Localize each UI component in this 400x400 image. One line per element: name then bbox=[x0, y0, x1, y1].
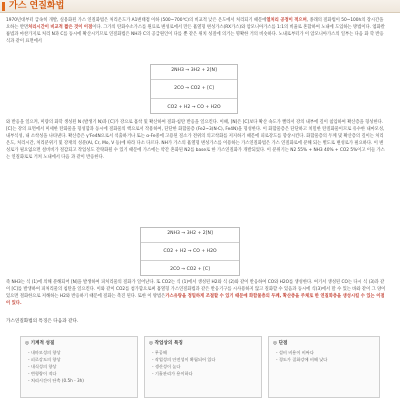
formula-1-1: 2NH3 → 3H2 + 2[N] bbox=[171, 68, 217, 74]
feature-item: - 피로강도의 향상 bbox=[28, 357, 61, 362]
feature-item: - 생산성이 높다 bbox=[152, 364, 181, 369]
formula-divider bbox=[151, 79, 237, 80]
feature-box-operation bbox=[144, 336, 262, 398]
formula-2-2: CO2 + H2 → CO + H2O bbox=[163, 249, 217, 254]
mechanism-paragraph bbox=[6, 120, 386, 161]
feature-item: - 기흘관리가 용이하다 bbox=[152, 371, 193, 376]
section-header bbox=[0, 0, 400, 13]
formula-box-2 bbox=[140, 227, 240, 276]
feature-heading: ◎ 작업상의 특징 bbox=[149, 341, 183, 346]
features-heading: 가스연질화법의 특징은 다음과 같다. bbox=[6, 319, 79, 324]
feature-heading: ◎ 단점 bbox=[273, 341, 288, 346]
title-accent-bar bbox=[2, 2, 5, 11]
formula-divider bbox=[141, 260, 239, 261]
intro-highlight-1: 열처리 공정이 적으며 bbox=[266, 18, 307, 23]
intro-paragraph bbox=[6, 18, 386, 46]
mechanism-text: 와 반응을 일으켜, 미량의 화학 생성된 N (발생기 N)과 [C]가 강으로 흡착 및 확산하여 질화·침탄 반응을 일으킨다. 이때, [N]은 [C]보다 확산 속도가 빨라서 강의 내부에 깊이 침입하여 확산층을 형성한다. [C]는 강의 표면에서 미세한 탄화물을 형성함과 동시에 질화물의 핵으로서 작용하여, 단단한 화합물층 (Fe2~3(N·C), Fe4N)을 형성한다. 이 화합물층은 단단하고 치밀한 탄질화물이므로 유수한 내마모성, 내부식성, 내 소착성을 나타낸다. 확산층은 γ'Fe4N으로서 석출하거나 또는 α-Fe중에 고용된 질소가 전위의 의고착화를 저지하기 때문에 피로강도를 향상시킨다. 화합물층의 두께 및 확산층의 깊이는 처리온도, 처리시간, 처리분위기 및 강재의 성분(Al, Cr, Mo, V 등)에 따라 다소 다르다. NH가 가스의 흡열형 변성가스를 이용하는 가스연질화법은 가스 연질화로에 분해 되는 별도로 변성로가 필요하다. 이 변성로가 필요없으면 설비비가 절감되고 작업성도 간략화될 수 있기 때문에 가스에는 약간 혼화된 N2를 base로 한 가스연질화가 개발되었다. 이 분위기는 N2 55% + NH3 40% + CO2 5%이고 이들 가스는 연질화로로 거쳐 노내에서 다음 과 같이 반응한다. bbox=[6, 120, 385, 160]
formula-2-3: 2CO → CO2 + [C] bbox=[170, 267, 210, 272]
feature-item: - 내식성의 향상 bbox=[28, 364, 57, 369]
formula-1-2: 2CO → CO2 + [C] bbox=[174, 86, 214, 92]
feature-item: - 설비 비용이 비싸다 bbox=[276, 350, 314, 355]
formula-divider bbox=[151, 98, 237, 99]
intro-text-a: 1970년대부터 급속히 개발, 실용화된 가스 연질화법은 처리온도가 A1변태점 이하 (500~700℃)의 비교적 낮은 온도에서 처리되기 때문에 bbox=[6, 18, 267, 23]
formula-divider bbox=[141, 242, 239, 243]
formula-1-3: CO2 + H2 → CO + H2O bbox=[167, 104, 221, 110]
page-title: 가스 연질화법 bbox=[9, 1, 65, 11]
feature-box-mechanical bbox=[20, 336, 138, 398]
feature-item: - 경도가 질화강에 비해 낮다 bbox=[276, 357, 328, 362]
feature-item: - 작업성의 안전성이 확립되어 있다 bbox=[152, 357, 216, 362]
feature-item: - 무공해 bbox=[152, 350, 167, 355]
feature-item: - 변형량이 적다 bbox=[28, 371, 57, 376]
features-panel bbox=[20, 336, 380, 398]
reaction-highlight: 가스유량을 정밀하게 조절할 수 있기 때문에 화합물층의 두께, 확산층을 주체로 한 연질화층을 생성시킬 수 있는 이점이 있다. bbox=[6, 293, 385, 306]
reaction-text: 즉 NH3는 식 (1)에 의해 분해되어 [N]을 발생하여 피처리물의 질화가 일어난다. 또 CO2는 식 (1)에서 생성된 H2와 식 (2)와 같이 반응하여 CO와 H2O를 생성한다. 여기서 생성된 CO는 다시 식 (3)과 같이 [C]를 발생하여 피처리물의 침탄을 일으킨다. 이와 같이 CO2를 첨가함으로써 흡열형 가스연질화법과 같은 반응기구를 시사용하지 않고 질화할 수 있음과 동시에 식(3)에서 말 수 있는 바와 같이 그 양이 있으면 철화한으로 저해하는 H2와 반응하기 때문에 질화는 촉진 된다. 또한 이 방법은 bbox=[6, 280, 386, 299]
intro-text-c: 이다. 그가의 탄화수소가스를 원료로 변성로에서 만든 흡열형 변성가스(RX가스)와 암모니아가스를 1:1의 비율로 혼합하여 노내에 도입하는 방법이다. 염화칼륨법과 마찬가지로 처리 N과 C를 동시에 확산시키므로 연질화법은 NH과 C의 공급원인이 다를 뿐 같은 위치 성질에 의거는 명확한 거의 비슷하다. 노내로부터가 이 암모니아가스의 일부는 다음 화 학 반응 식과 같이 표면에서 bbox=[6, 24, 385, 44]
intro-text-b: , 종래의 질화법이 50~100h의 장시간을 요하는 반면 bbox=[6, 18, 384, 30]
formula-box-1 bbox=[150, 64, 238, 114]
feature-item: - 내마모성의 향상 bbox=[28, 350, 61, 355]
intro-highlight-2: 처리시간이 비교적 짧은 것이 이점 bbox=[28, 24, 93, 30]
formula-2-1: 2NH3 → 3H2 + 2[N] bbox=[167, 231, 213, 236]
feature-box-disadvantages bbox=[268, 336, 380, 398]
feature-heading: ◎ 기계적 성질 bbox=[25, 341, 55, 346]
feature-item: - 처리시간이 단축 (0.5h - 3h) bbox=[28, 378, 84, 383]
reaction-paragraph bbox=[6, 280, 386, 308]
